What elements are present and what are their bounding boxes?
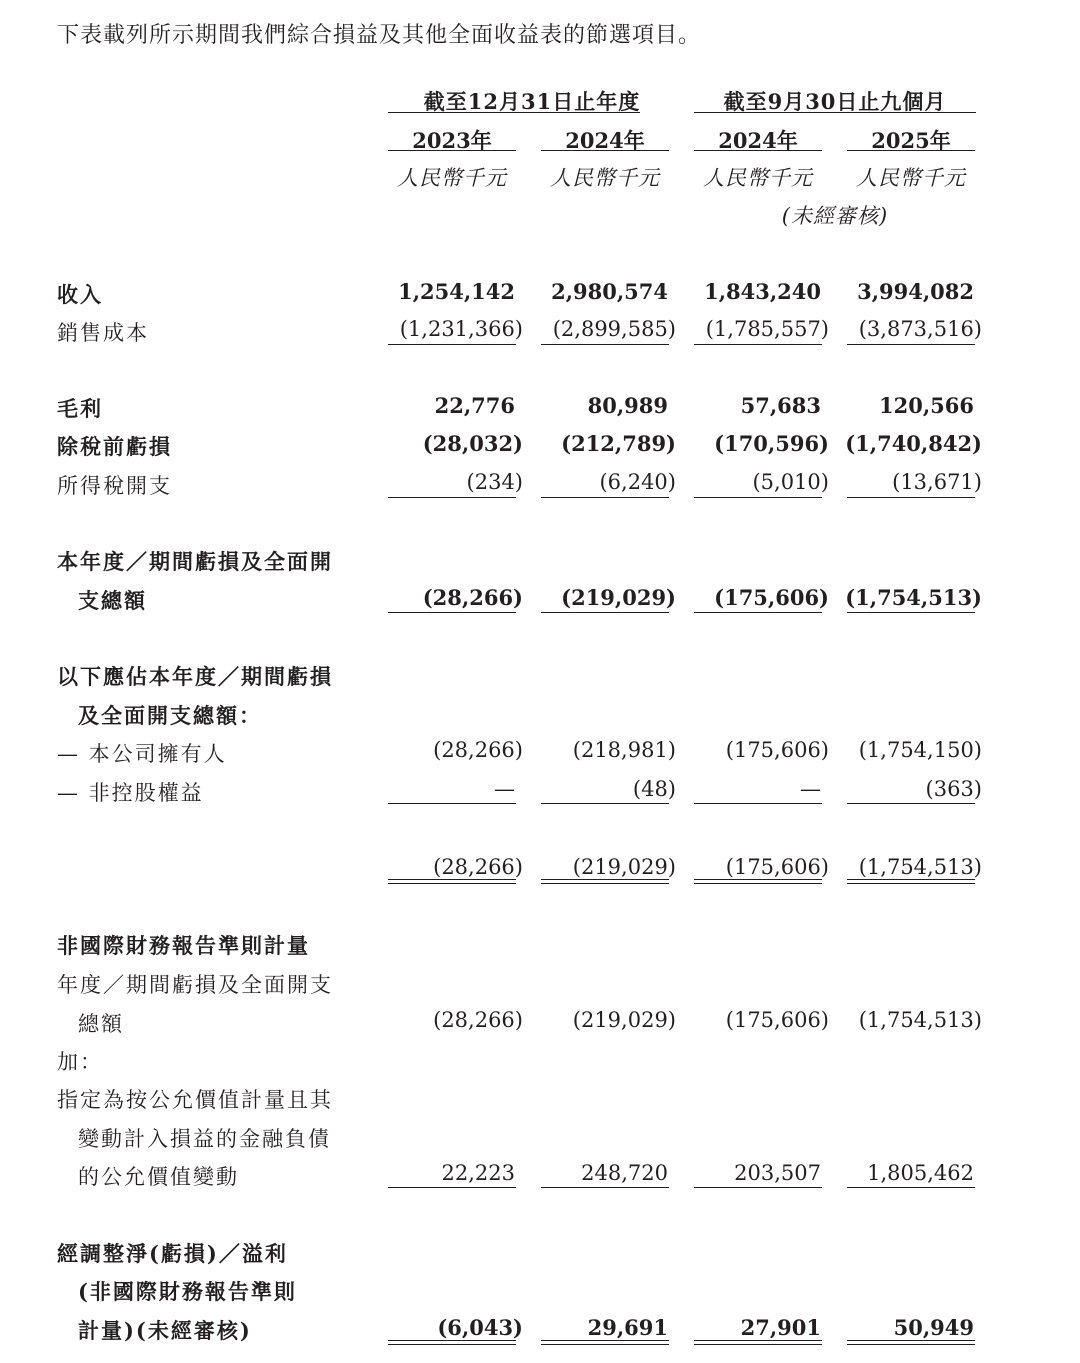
rule-income-tax-3 <box>694 497 822 498</box>
double-rule-attributable-4 <box>847 879 975 884</box>
double-rule-attributable-1 <box>388 879 516 884</box>
row-fair-value-change-value: 203,507 <box>734 1161 821 1185</box>
row-loss-before-tax-value: (1,740,842) <box>845 431 982 456</box>
rule-income-tax-4 <box>847 497 975 498</box>
row-gross-profit-value: 120,566 <box>879 393 974 418</box>
rule-fair-value-change-1 <box>388 1187 516 1188</box>
row-non-ifrs-total-loss-value: (219,029) <box>572 1008 676 1032</box>
header-year-2023: 2023年 <box>412 128 492 153</box>
row-total-loss-value: (175,606) <box>714 585 829 610</box>
row-cost-of-sales-value: (3,873,516) <box>858 317 982 341</box>
row-adjusted-net-value: 29,691 <box>587 1315 668 1340</box>
rule-income-tax-1 <box>388 497 516 498</box>
header-year-rule-1 <box>388 150 516 151</box>
rule-income-tax-2 <box>541 497 669 498</box>
row-gross-profit-value: 22,776 <box>434 393 515 418</box>
row-adjusted-net-value: 27,901 <box>740 1315 821 1340</box>
rule-total-loss-4 <box>847 612 975 613</box>
row-fair-value-change-label-line2: 變動計入損益的金融負債 <box>78 1127 331 1151</box>
header-period-full-year-rule <box>388 112 640 113</box>
rule-fair-value-change-4 <box>847 1187 975 1188</box>
row-revenue-label: 收入 <box>57 282 103 307</box>
row-owners-value: (1,754,150) <box>858 738 982 762</box>
row-non-ifrs-total-loss-value: (1,754,513) <box>858 1008 982 1032</box>
row-owners-value: (28,266) <box>433 738 523 762</box>
row-attributable-heading-line1: 以下應佔本年度／期間虧損 <box>57 664 333 689</box>
row-cost-of-sales-label: 銷售成本 <box>57 321 149 345</box>
rule-cost-of-sales-1 <box>388 344 516 345</box>
row-income-tax-label: 所得稅開支 <box>57 474 172 498</box>
row-attributable-total-value: (1,754,513) <box>858 855 982 879</box>
header-period-nine-months-rule <box>694 112 976 113</box>
row-owners-value: (218,981) <box>572 738 676 762</box>
row-gross-profit-value: 57,683 <box>740 393 821 418</box>
row-owners-label: — 本公司擁有人 <box>57 742 227 766</box>
header-period-full-year: 截至12月31日止年度 <box>423 89 641 114</box>
row-attributable-heading-line2: 及全面開支總額： <box>78 703 262 728</box>
row-non-controlling-value: — <box>800 777 821 801</box>
header-year-2024-interim: 2024年 <box>718 128 798 153</box>
rule-non-controlling-2 <box>541 803 669 804</box>
row-attributable-total-value: (175,606) <box>725 855 829 879</box>
row-fair-value-change-value: 22,223 <box>441 1161 515 1185</box>
header-period-nine-months: 截至9月30日止九個月 <box>723 89 947 114</box>
row-total-loss-label-line1: 本年度／期間虧損及全面開 <box>57 549 333 574</box>
row-total-loss-label-line2: 支總額 <box>78 588 147 613</box>
rule-cost-of-sales-4 <box>847 344 975 345</box>
row-non-ifrs-total-loss-label-line1: 年度／期間虧損及全面開支 <box>57 973 333 997</box>
double-rule-attributable-2 <box>541 879 669 884</box>
row-revenue-value: 3,994,082 <box>857 279 974 304</box>
row-non-ifrs-total-loss-value: (28,266) <box>433 1008 523 1032</box>
rule-non-controlling-4 <box>847 803 975 804</box>
rule-fair-value-change-3 <box>694 1187 822 1188</box>
row-total-loss-value: (1,754,513) <box>845 585 982 610</box>
row-fair-value-change-value: 248,720 <box>581 1161 668 1185</box>
row-non-controlling-value: (48) <box>632 777 676 801</box>
row-adjusted-net-value: 50,949 <box>893 1315 974 1340</box>
rule-fair-value-change-2 <box>541 1187 669 1188</box>
header-year-rule-3 <box>694 150 822 151</box>
header-unit-1: 人民幣千元 <box>397 166 507 190</box>
row-gross-profit-value: 80,989 <box>587 393 668 418</box>
double-rule-adjusted-4 <box>847 1340 975 1345</box>
row-revenue-value: 2,980,574 <box>551 279 668 304</box>
row-owners-value: (175,606) <box>725 738 829 762</box>
row-attributable-total-value: (28,266) <box>433 855 523 879</box>
row-adjusted-net-label-line3: 計量)(未經審核) <box>78 1318 252 1343</box>
row-income-tax-value: (234) <box>466 470 523 494</box>
row-total-loss-value: (28,266) <box>422 585 523 610</box>
row-revenue-value: 1,254,142 <box>398 279 515 304</box>
row-adjusted-net-label-line2: (非國際財務報告準則 <box>78 1279 297 1304</box>
header-year-rule-2 <box>541 150 669 151</box>
row-adjusted-net-label-line1: 經調整淨(虧損)／溢利 <box>57 1241 288 1266</box>
row-non-ifrs-total-loss-value: (175,606) <box>725 1008 829 1032</box>
row-non-controlling-label: — 非控股權益 <box>57 781 204 805</box>
add-label: 加： <box>57 1050 103 1074</box>
non-ifrs-heading: 非國際財務報告準則計量 <box>57 933 310 958</box>
row-revenue-value: 1,843,240 <box>704 279 821 304</box>
rule-total-loss-1 <box>388 612 516 613</box>
row-fair-value-change-label-line1: 指定為按公允價值計量且其 <box>57 1088 333 1112</box>
double-rule-adjusted-3 <box>694 1340 822 1345</box>
rule-non-controlling-1 <box>388 803 516 804</box>
header-unit-4: 人民幣千元 <box>856 166 966 190</box>
row-income-tax-value: (13,671) <box>892 470 982 494</box>
row-loss-before-tax-value: (170,596) <box>714 431 829 456</box>
row-loss-before-tax-value: (28,032) <box>422 431 523 456</box>
row-cost-of-sales-value: (1,785,557) <box>705 317 829 341</box>
header-unaudited-note: (未經審核) <box>781 204 889 228</box>
row-fair-value-change-label-line3: 的公允價值變動 <box>78 1165 239 1189</box>
row-loss-before-tax-label: 除稅前虧損 <box>57 434 172 459</box>
rule-total-loss-3 <box>694 612 822 613</box>
row-cost-of-sales-value: (1,231,366) <box>399 317 523 341</box>
rule-non-controlling-3 <box>694 803 822 804</box>
row-gross-profit-label: 毛利 <box>57 396 103 421</box>
row-non-controlling-value: — <box>494 777 515 801</box>
rule-cost-of-sales-2 <box>541 344 669 345</box>
header-year-2025: 2025年 <box>871 128 951 153</box>
rule-total-loss-2 <box>541 612 669 613</box>
header-unit-3: 人民幣千元 <box>703 166 813 190</box>
double-rule-attributable-3 <box>694 879 822 884</box>
intro-text: 下表載列所示期間我們綜合損益及其他全面收益表的節選項目。 <box>57 23 702 48</box>
row-fair-value-change-value: 1,805,462 <box>867 1161 974 1185</box>
row-total-loss-value: (219,029) <box>561 585 676 610</box>
row-attributable-total-value: (219,029) <box>572 855 676 879</box>
double-rule-adjusted-1 <box>388 1340 516 1345</box>
row-non-ifrs-total-loss-label-line2: 總額 <box>78 1012 124 1036</box>
double-rule-adjusted-2 <box>541 1340 669 1345</box>
rule-cost-of-sales-3 <box>694 344 822 345</box>
row-loss-before-tax-value: (212,789) <box>561 431 676 456</box>
row-adjusted-net-value: (6,043) <box>437 1315 523 1340</box>
header-year-2024: 2024年 <box>565 128 645 153</box>
row-cost-of-sales-value: (2,899,585) <box>552 317 676 341</box>
header-unit-2: 人民幣千元 <box>550 166 660 190</box>
row-income-tax-value: (6,240) <box>599 470 676 494</box>
header-year-rule-4 <box>847 150 975 151</box>
row-non-controlling-value: (363) <box>925 777 982 801</box>
row-income-tax-value: (5,010) <box>752 470 829 494</box>
